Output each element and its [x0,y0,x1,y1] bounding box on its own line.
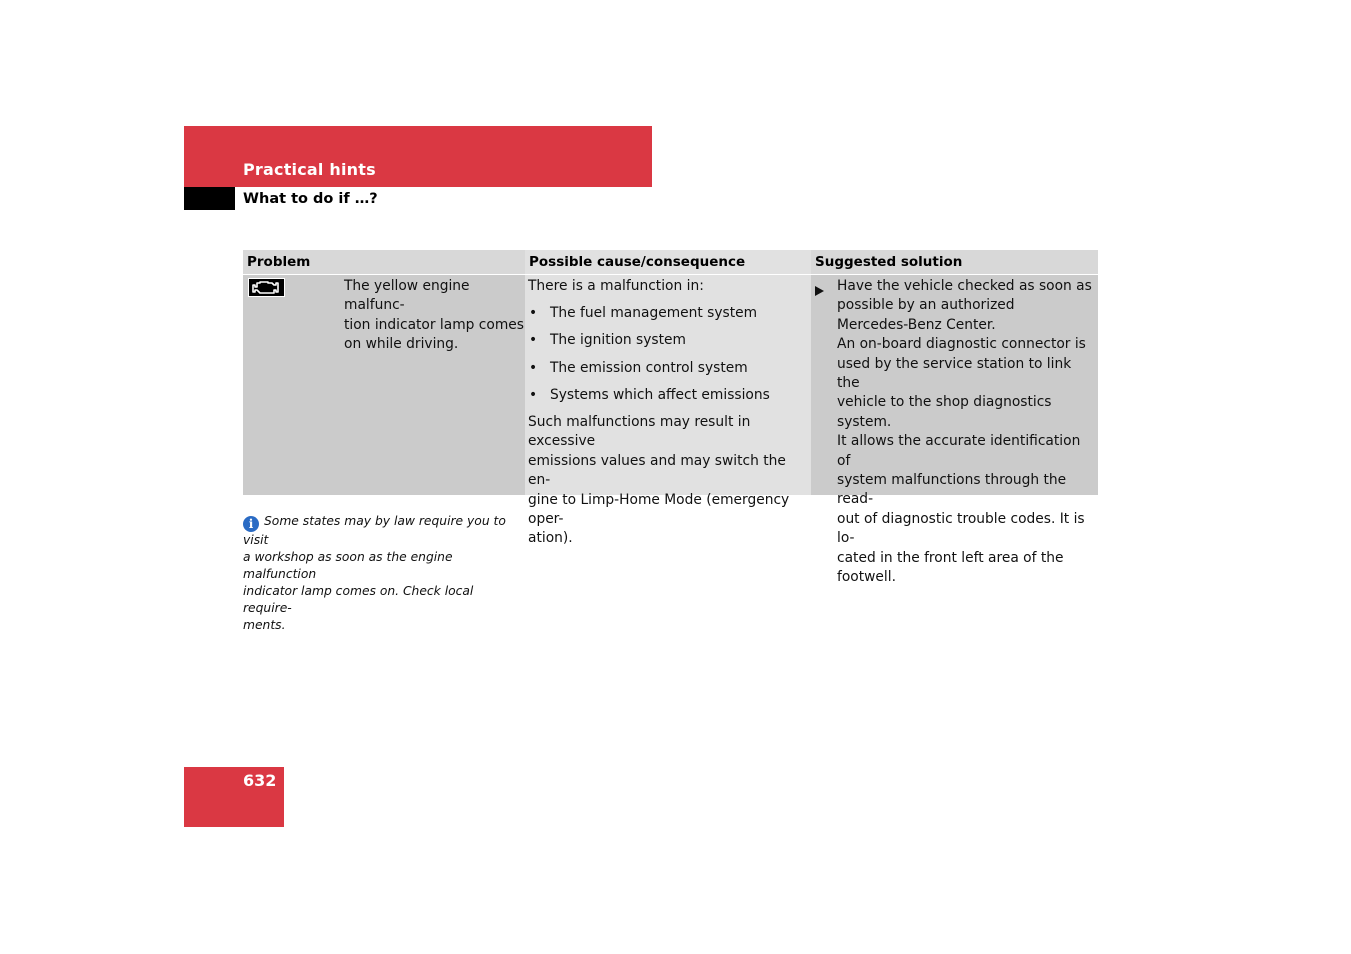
problem-column [243,250,525,495]
cause-item-text: Systems which affect emissions [550,386,770,403]
cause-line: ation). [528,530,573,547]
problem-description [344,277,524,355]
solution-line: An on-board diagnostic connector is [837,336,1086,353]
solution-description [837,277,1093,588]
section-marker [184,187,235,210]
note-line: indicator lamp comes on. Check local require- [243,584,474,616]
solution-line: out of diagnostic trouble codes. It is lo- [837,510,1085,547]
page-number: 632 [243,771,277,790]
cause-item-text: The fuel management system [550,305,758,321]
cause-line: gine to Limp-Home Mode (emergency oper- [528,491,790,528]
bullet-icon: • [529,305,538,321]
cause-item-text: The emission control system [550,359,748,376]
problem-line: tion indicator lamp comes [344,316,524,333]
solution-line: Have the vehicle checked as soon as [837,278,1092,294]
info-icon: i [243,516,259,532]
note-line: ments. [243,618,286,633]
section-title: Practical hints [243,160,376,179]
solution-line: vehicle to the shop diagnostics system. [837,394,1052,430]
solution-line: possible by an authorized [837,297,1015,314]
cause-list [528,304,810,413]
bullet-icon: • [529,359,538,376]
solution-column [811,250,1098,586]
engine-malfunction-icon [248,278,285,297]
cause-item-text: The ignition system [550,332,686,349]
problem-line: The yellow engine malfunc- [344,278,470,314]
bullet-icon: • [529,332,538,349]
note-line: a workshop as soon as the engine malfunction [243,550,453,582]
note-text: Some states may by law require you to visit [243,514,506,547]
solution-line: cated in the front left area of the [837,549,1064,566]
column-header-cause: Possible cause/consequence [525,250,811,275]
info-note [243,513,523,635]
cause-consequence [528,413,810,549]
arrow-right-icon [815,281,824,300]
solution-line: system malfunctions through the read- [837,472,1067,508]
column-header-problem: Problem [243,250,525,275]
cause-column [525,250,811,547]
list-item [528,359,810,386]
list-item [528,331,810,358]
list-item [528,304,810,331]
solution-line: used by the service station to link the [837,355,1072,392]
column-header-solution: Suggested solution [811,250,1098,275]
cause-line: emissions values and may switch the en- [528,452,786,489]
solution-line: footwell. [837,569,896,586]
solution-line: It allows the accurate identification of [837,433,1081,469]
solution-line: Mercedes-Benz Center. [837,316,996,333]
note-line [243,513,523,549]
list-item [528,386,810,413]
cause-line: Such malfunctions may result in excessive [528,414,751,450]
cause-intro: There is a malfunction in: [528,278,704,294]
page-subtitle: What to do if …? [243,191,378,207]
problem-line: on while driving. [344,336,459,353]
bullet-icon: • [529,386,538,403]
